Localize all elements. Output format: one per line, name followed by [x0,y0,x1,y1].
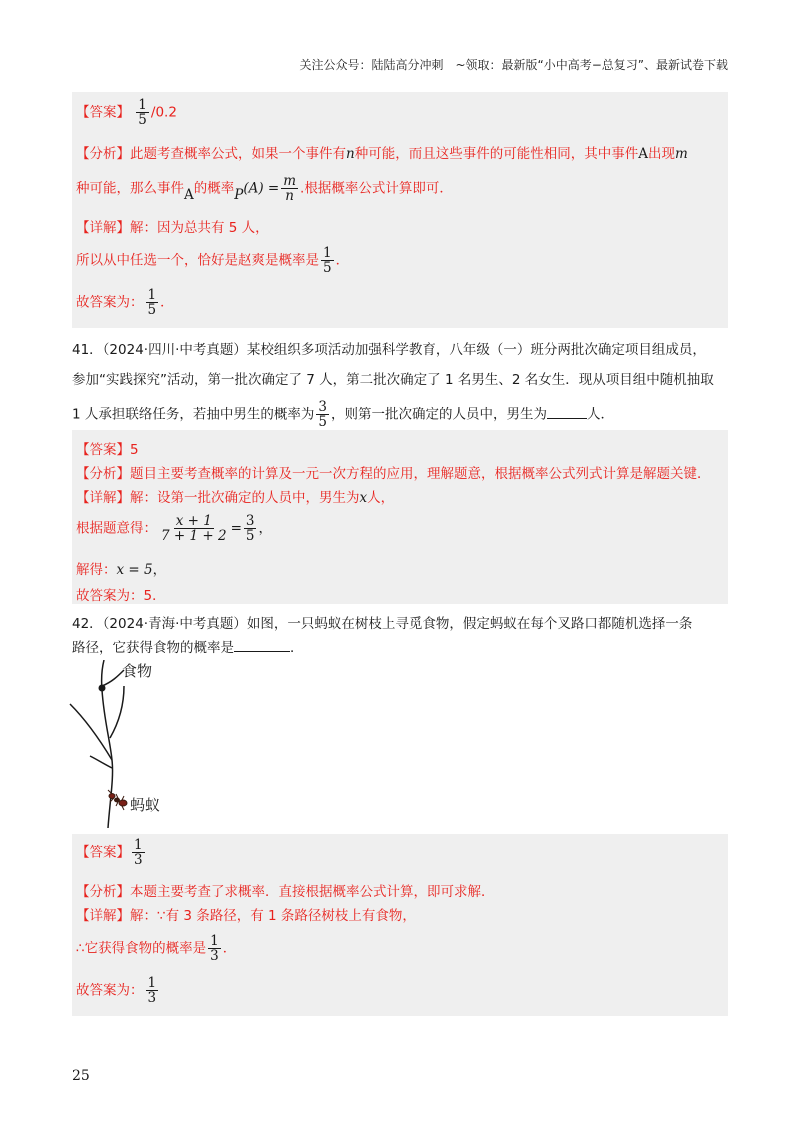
q42-final-line: 故答案为： $\frac{1}{3}$ [76,975,157,1007]
q40-answer-box [72,92,728,328]
q41-answer-line: 【答案】5 [76,442,139,458]
food-pointer [102,670,124,686]
q40-analysis-line-2: 种可能，那么事件A的概率P(A) = $\frac{m}{n}$ .根据概率公式计算即可． [76,173,453,205]
tree-branch-figure [66,660,186,830]
q40-detail-line-1: 【详解】解：因为总共有 5 人， [76,220,269,236]
ant-label: 蚂蚁 [130,796,161,814]
q42-answer-line: 【答案】 $\frac{1}{3}$ [76,837,143,869]
q41-detail-line-2: 根据题意得： $\frac{x + 1}{7 + 1 + 2}$ = $\frac{3}{5}$ ， [76,513,272,545]
q40-final-line: 故答案为： $\frac{1}{5}$ ． [76,287,174,319]
q40-answer-line [76,98,177,127]
q42-detail-line-1: 【详解】解：∵有 3 条路径，有 1 条路径树枝上有食物， [76,908,416,924]
right-branch [110,686,124,738]
answer-fraction: $\frac{1}{5}$ [138,97,147,129]
q40-detail-line-2: 所以从中任选一个，恰好是赵爽是概率是 $\frac{1}{5}$ ． [76,245,350,277]
q41-detail-line-3: 解得：x = 5， [76,562,167,578]
answer-blank [234,639,290,652]
food-label: 食物 [122,662,153,680]
q42-analysis-line: 【分析】本题主要考查了求概率．直接根据概率公式计算，即可求解． [76,884,495,900]
page-header: 关注公众号：陆陆高分冲刺 ~领取：最新版“小中高考−总复习”、最新试卷下载 [299,58,728,72]
q41-answer-box [72,430,728,604]
left-branch [70,704,112,760]
q41-detail-line-1: 【详解】解：设第一批次确定的人员中，男生为x人， [76,490,395,506]
q42-answer-box [72,834,728,1016]
q42-detail-line-2: ∴它获得食物的概率是 $\frac{1}{3}$ ． [76,933,237,965]
q41-line-3: 1 人承担联络任务，若抽中男生的概率为 $\frac{3}{5}$ ，则第一批次确定的人员中，男生为 人． [72,399,614,431]
q41-line-1: 41．（2024·四川·中考真题）某校组织多项活动加强科学教育，八年级（一）班分两批次确定项目组成员， [72,342,706,358]
q41-line-2: 参加“实践探究”活动，第一批次确定了 7 人，第二批次确定了 1 名男生、2 名女生．现从项目组中随机抽取 [72,372,714,388]
q42-line-2: 路径，它获得食物的概率是 ． [72,640,304,656]
page-number: 25 [72,1068,90,1084]
answer-label: 【答案】 [76,104,130,121]
q40-analysis-line-1: 【分析】此题考查概率公式，如果一个事件有n种可能，而且这些事件的可能性相同，其中事件A出现m [76,146,688,162]
answer-blank [547,406,587,419]
q42-line-1: 42．（2024·青海·中考真题）如图，一只蚂蚁在树枝上寻觅食物，假定蚂蚁在每个叉路口都随机选择一条 [72,616,693,632]
answer-tail: /0.2 [150,104,177,121]
q41-analysis-line: 【分析】题目主要考查概率的计算及一元一次方程的应用，理解题意，根据概率公式列式计算是解题关键． [76,466,711,482]
food-dot [99,685,106,692]
lower-left-twig [90,756,112,768]
q41-final-line: 故答案为：5． [76,588,166,604]
